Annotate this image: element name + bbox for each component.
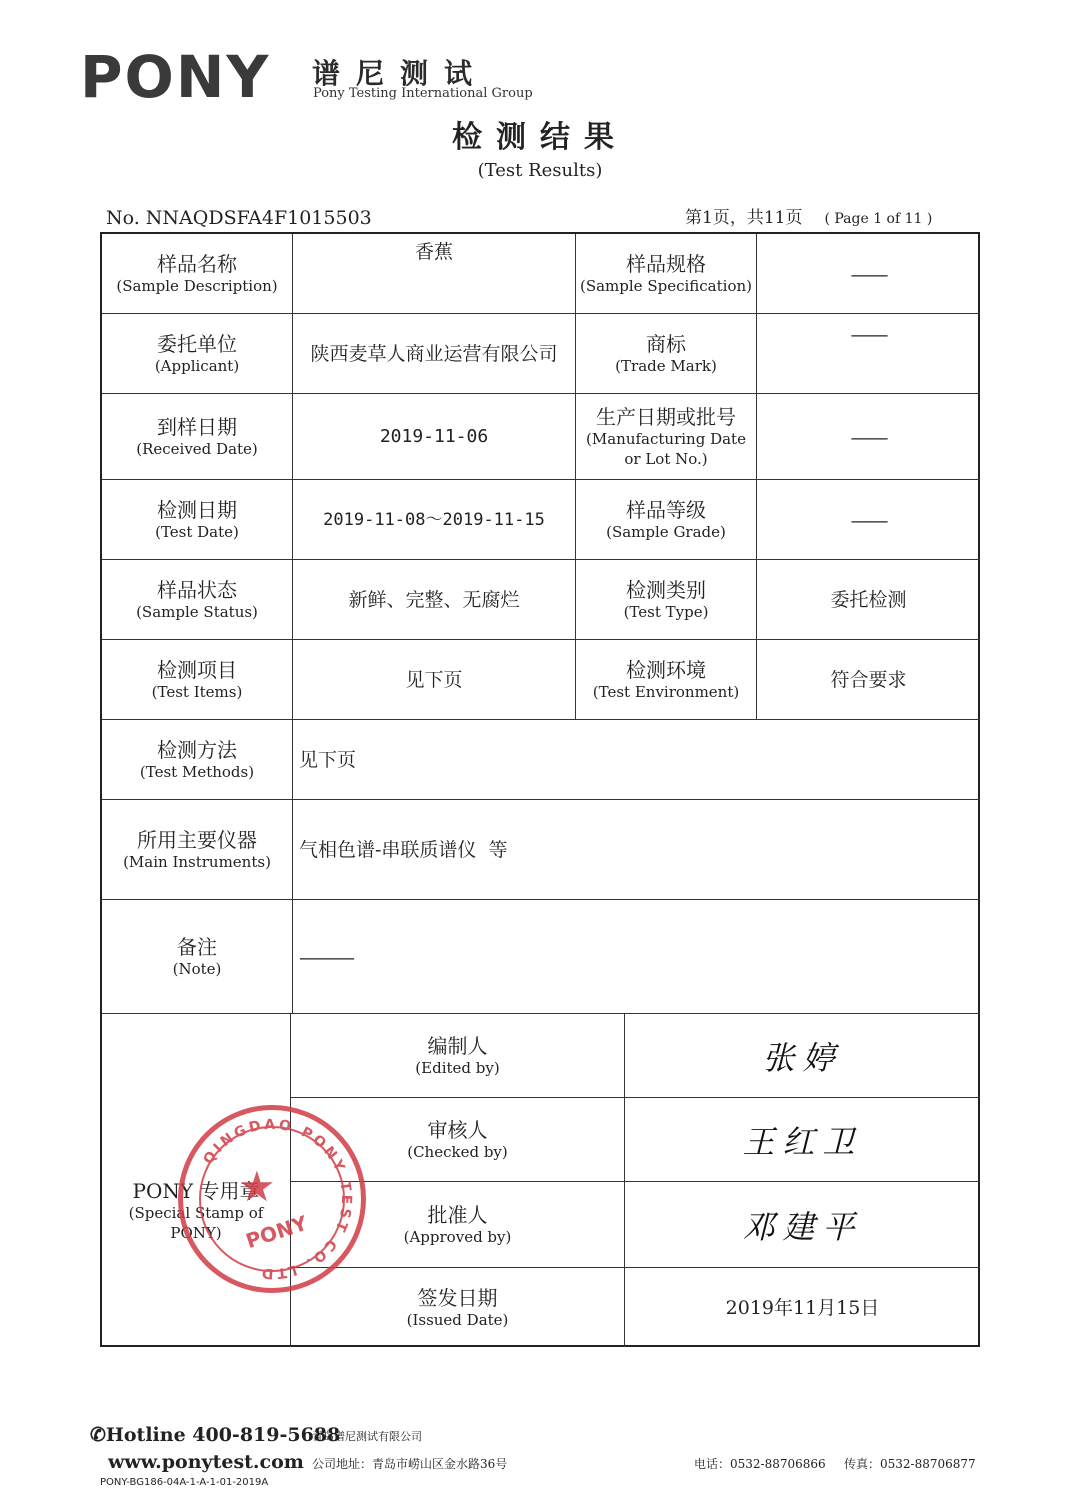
label-en: (Note) — [172, 959, 222, 978]
label-en: (Sample Description) — [116, 276, 278, 295]
value-text: —— — [850, 261, 887, 286]
page-indicator — [685, 203, 932, 228]
label-en: (Approved by) — [403, 1227, 512, 1246]
signature-text: 张婷 — [762, 1038, 843, 1077]
label-received-date — [102, 394, 293, 480]
value-text: —— — [850, 507, 887, 532]
label-en: (Manufacturing Date or Lot No.) — [586, 429, 746, 468]
value-sample-grade — [757, 480, 980, 560]
value-received-date — [293, 394, 576, 480]
page-indicator-cn: 第1页，共11页 — [685, 208, 803, 228]
label-en: (Test Environment) — [592, 682, 740, 701]
footer-form-code: PONY-BG186-04A-1-A-1-01-2019A — [100, 1477, 269, 1488]
pony-logo-cn: 谱尼测试 — [312, 57, 489, 90]
label-cn: 检测类别 — [626, 577, 706, 602]
label-en: (Sample Grade) — [606, 522, 726, 541]
value-applicant — [293, 314, 576, 394]
value-text: 见下页 — [405, 668, 463, 691]
label-en: (Edited by) — [415, 1058, 500, 1077]
label-note — [102, 900, 293, 1014]
value-text: —— — [850, 424, 887, 449]
stamp-ring-label: QINGDAO PONY TEST CO. LTD — [200, 1116, 355, 1282]
value-sample-specification — [757, 234, 980, 314]
label-test-type — [576, 560, 757, 640]
stamp-logo: PONY — [242, 1210, 311, 1254]
value-test-items — [293, 640, 576, 720]
label-en: (Applicant) — [154, 356, 240, 375]
document-title-cn: 检测结果 — [452, 120, 628, 155]
star-icon: ★ — [238, 1162, 276, 1211]
value-main-instruments — [293, 800, 980, 900]
label-sample-specification — [576, 234, 757, 314]
label-test-methods — [102, 720, 293, 800]
value-text: 香蕉 — [414, 241, 453, 263]
value-sample-status — [293, 560, 576, 640]
label-en: (Received Date) — [136, 439, 258, 458]
document-title-en: (Test Results) — [477, 160, 603, 181]
label-en: (Special Stamp of PONY) — [128, 1203, 264, 1242]
label-test-date — [102, 480, 293, 560]
footer-telephone: 电话：0532-88706866 — [694, 1457, 826, 1471]
footer-hotline: ✆Hotline 400-819-5688 — [90, 1424, 341, 1446]
value-test-type — [757, 560, 980, 640]
label-en: (Main Instruments) — [123, 852, 271, 871]
label-sample-status — [102, 560, 293, 640]
label-sample-grade — [576, 480, 757, 560]
label-cn: 检测项目 — [157, 657, 237, 682]
value-sample-description — [293, 234, 576, 314]
label-cn: 审核人 — [427, 1117, 488, 1142]
value-text: 2019年11月15日 — [725, 1296, 880, 1319]
value-text: 2019-11-06 — [379, 425, 489, 447]
label-en: (Issued Date) — [406, 1310, 509, 1329]
label-cn: 委托单位 — [157, 331, 237, 356]
value-test-methods — [293, 720, 980, 800]
value-text: 见下页 — [299, 748, 357, 771]
label-en: (Test Date) — [155, 522, 239, 541]
value-text: 2019-11-08～2019-11-15 — [323, 509, 545, 530]
label-cn: 样品规格 — [626, 251, 706, 276]
label-test-items — [102, 640, 293, 720]
label-manufacturing-date — [576, 394, 757, 480]
label-cn: 所用主要仪器 — [137, 827, 257, 852]
label-trade-mark — [576, 314, 757, 394]
label-cn: 批准人 — [427, 1202, 488, 1227]
footer-website: www.ponytest.com — [108, 1451, 304, 1473]
signature-approved-by — [625, 1182, 980, 1268]
signature-checked-by — [625, 1098, 980, 1182]
label-en: (Test Type) — [623, 602, 709, 621]
label-cn: 样品状态 — [157, 577, 237, 602]
label-applicant — [102, 314, 293, 394]
value-text: 气相色谱-串联质谱仪 等 — [299, 838, 508, 861]
label-cn: 备注 — [177, 934, 217, 959]
label-cn: PONY 专用章 — [132, 1178, 260, 1203]
label-en: (Trade Mark) — [615, 356, 717, 375]
label-en: (Test Items) — [151, 682, 243, 701]
footer-fax: 传真：0532-88706877 — [844, 1457, 976, 1471]
value-text: 符合要求 — [830, 668, 907, 691]
value-trade-mark — [757, 314, 980, 394]
label-cn: 检测方法 — [157, 737, 237, 762]
label-cn: 样品名称 — [157, 251, 237, 276]
label-cn: 生产日期或批号 — [596, 404, 736, 429]
page-indicator-en: ( Page 1 of 11 ) — [824, 211, 933, 227]
label-main-instruments — [102, 800, 293, 900]
signature-text: 邓建平 — [742, 1207, 863, 1246]
label-test-environment — [576, 640, 757, 720]
value-text: 陕西麦草人商业运营有限公司 — [310, 342, 558, 365]
label-en: (Sample Status) — [136, 602, 258, 621]
label-cn: 检测环境 — [626, 657, 706, 682]
value-text: —— — [850, 322, 887, 346]
value-text: 新鲜、完整、无腐烂 — [348, 588, 520, 611]
value-note — [293, 900, 980, 1014]
signature-edited-by — [625, 1014, 980, 1098]
value-test-date — [293, 480, 576, 560]
pony-logo-en: Pony Testing International Group — [313, 86, 533, 101]
footer-company: 青岛谱尼测试有限公司 — [312, 1430, 422, 1443]
footer-address: 公司地址：青岛市崂山区金水路36号 — [312, 1457, 508, 1471]
label-cn: 签发日期 — [417, 1285, 498, 1310]
label-en: (Test Methods) — [139, 762, 255, 781]
label-en: (Sample Specification) — [579, 276, 752, 295]
value-text: 委托检测 — [830, 588, 907, 611]
label-cn: 检测日期 — [157, 497, 237, 522]
pony-logo-wordmark: PONY — [80, 43, 271, 111]
value-test-environment — [757, 640, 980, 720]
label-cn: 编制人 — [427, 1033, 488, 1058]
value-issued-date — [625, 1268, 980, 1347]
label-cn: 样品等级 — [626, 497, 706, 522]
label-edited-by — [291, 1014, 625, 1098]
signature-text: 王红卫 — [742, 1122, 863, 1161]
label-cn: 商标 — [646, 331, 686, 356]
value-manufacturing-date — [757, 394, 980, 480]
label-cn: 到样日期 — [157, 414, 237, 439]
official-stamp — [178, 1105, 366, 1293]
value-text: ——— — [299, 944, 353, 969]
label-en: (Checked by) — [407, 1142, 508, 1161]
label-sample-description — [102, 234, 293, 314]
report-number: No. NNAQDSFA4F1015503 — [106, 207, 372, 229]
